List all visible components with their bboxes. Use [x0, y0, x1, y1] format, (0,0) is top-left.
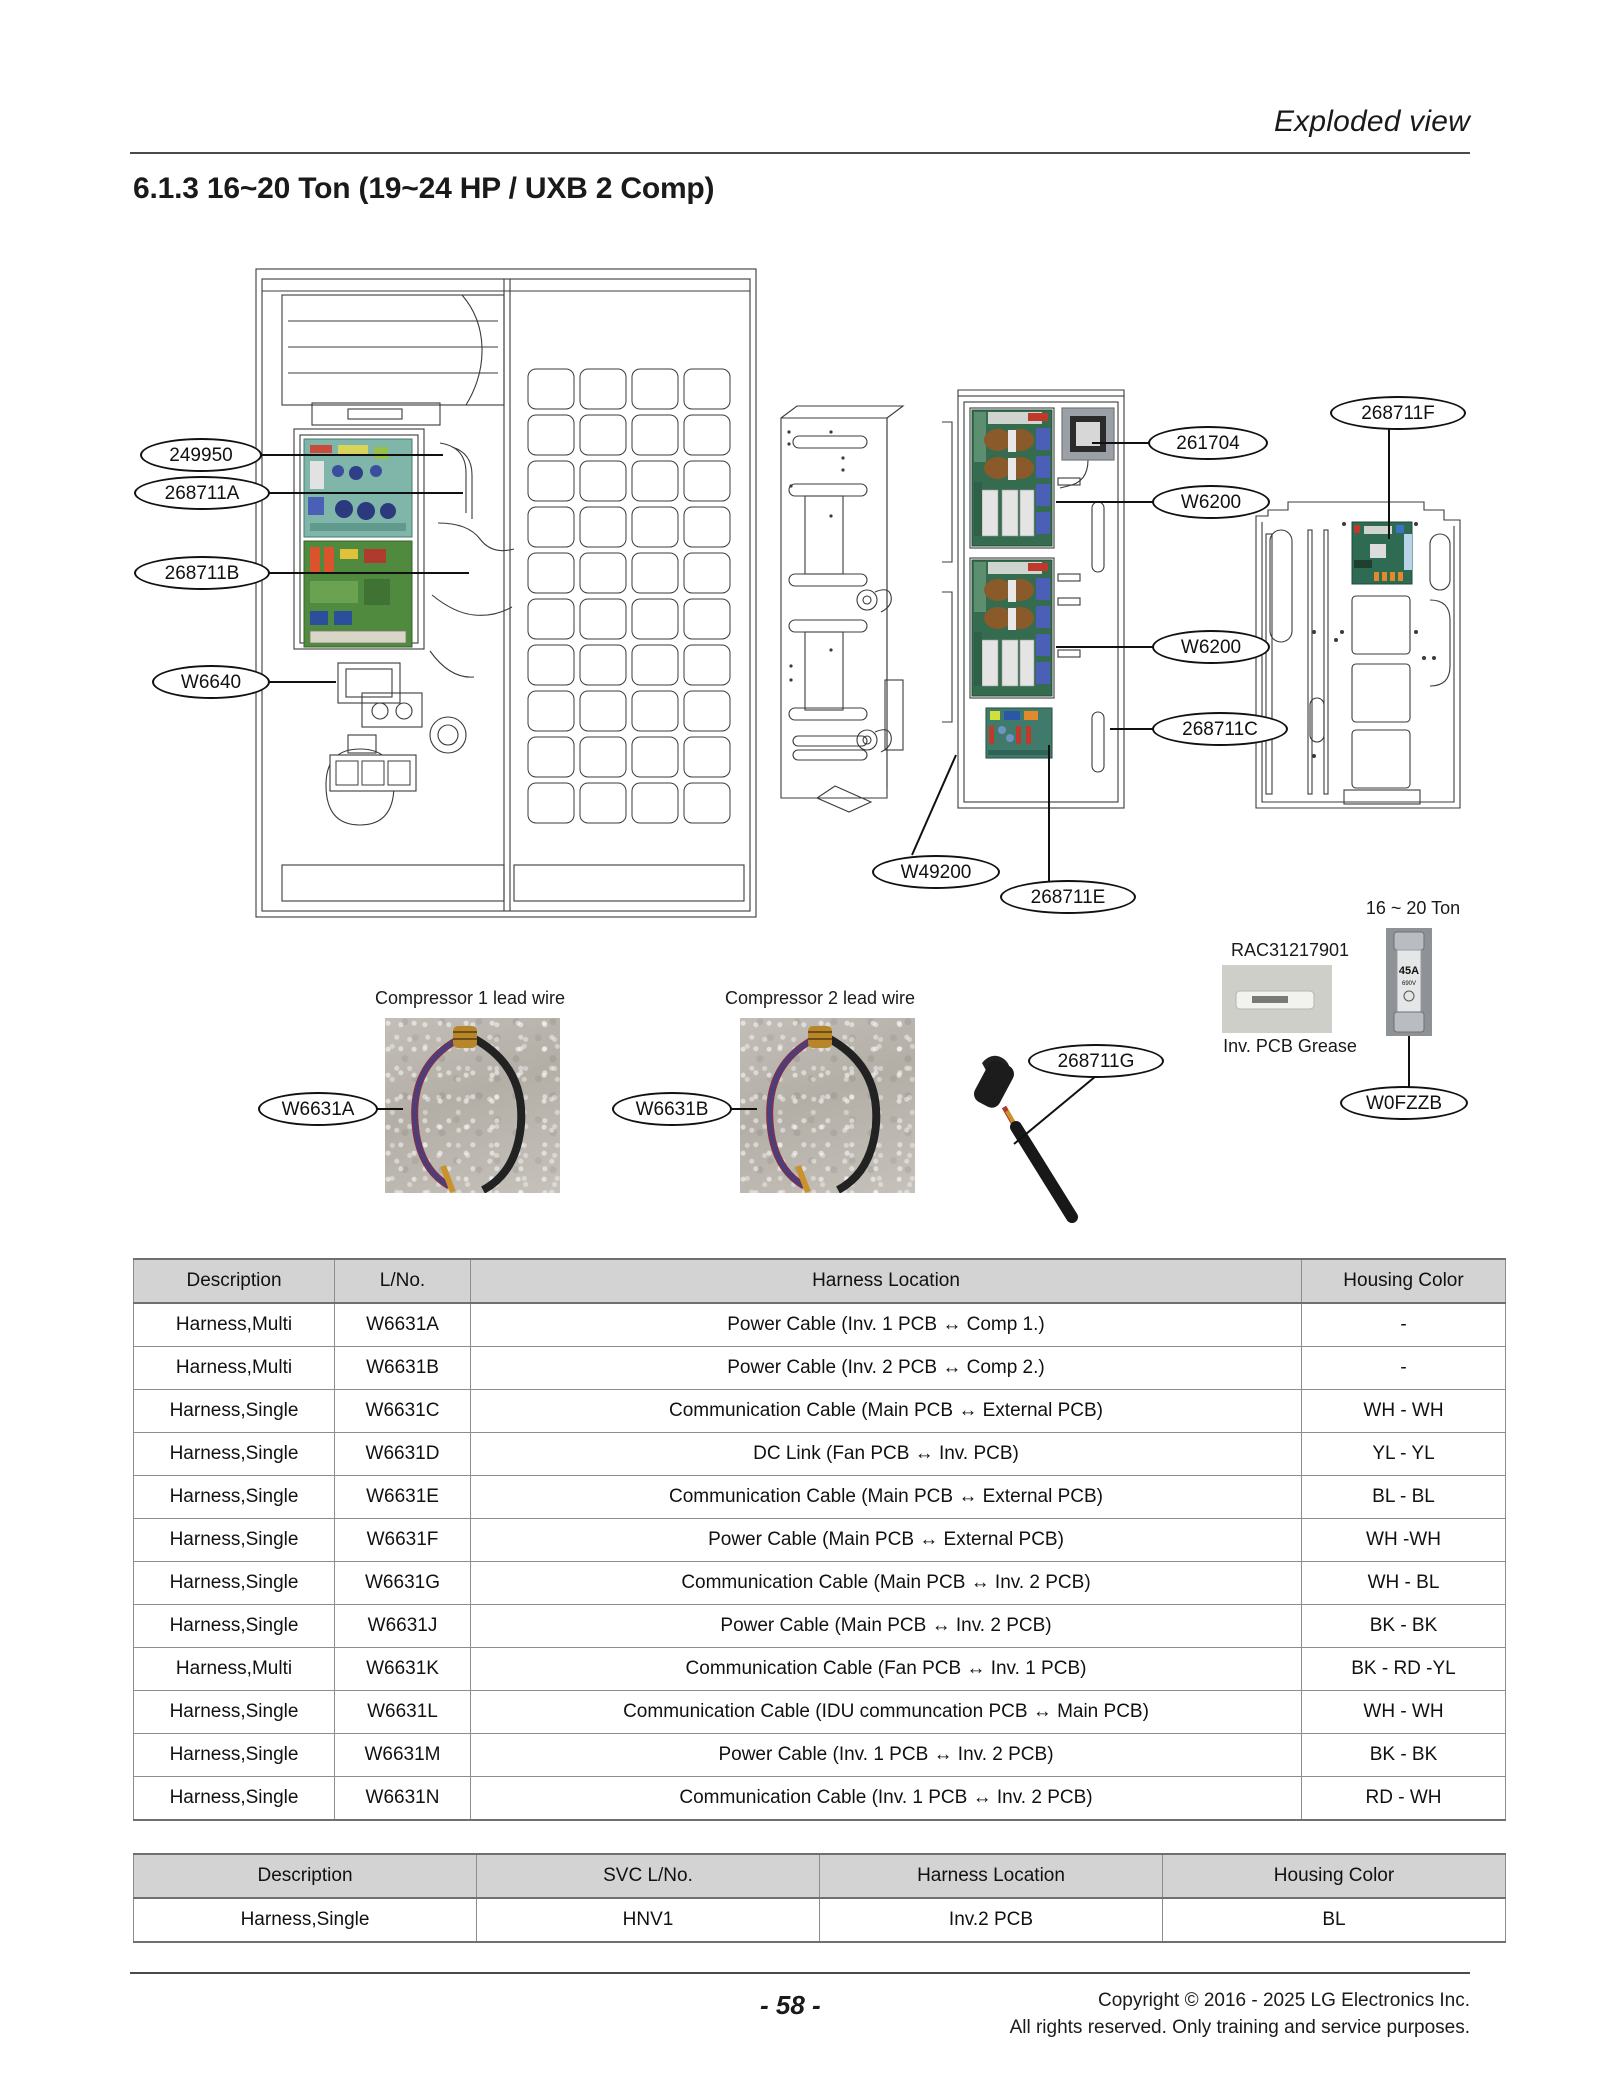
rear-bracket-plate-view	[1248, 472, 1468, 820]
cell-color: BK - BK	[1302, 1734, 1506, 1777]
grease-caption: Inv. PCB Grease	[1223, 1036, 1357, 1056]
cell-location: Communication Cable (Main PCB ↔ External PCB)	[471, 1476, 1302, 1519]
callout-label: 268711F	[1361, 402, 1435, 424]
callout-W6200-upper[interactable]	[1152, 485, 1270, 519]
leader-268711A	[269, 492, 463, 494]
callout-268711B[interactable]	[134, 556, 270, 590]
table-row	[134, 1777, 1506, 1821]
table-row	[134, 1605, 1506, 1648]
cell-description: Harness,Multi	[134, 1347, 335, 1390]
cell-location: Communication Cable (Inv. 1 PCB ↔ Inv. 2 PCB)	[471, 1777, 1302, 1821]
svg-text:690V: 690V	[1401, 981, 1417, 987]
svc-harness-table	[133, 1853, 1506, 1943]
table-row	[134, 1898, 1506, 1942]
inverter-pcb-stack-1	[972, 410, 1052, 546]
callout-label: 268711C	[1182, 718, 1258, 740]
svg-text:45A: 45A	[1398, 965, 1420, 977]
callout-label: 268711E	[1030, 886, 1106, 908]
cell-description: Harness,Single	[134, 1734, 335, 1777]
callout-268711G[interactable]	[1028, 1044, 1164, 1078]
cell-lno: W6631B	[335, 1347, 471, 1390]
table-row	[134, 1734, 1506, 1777]
table-row	[134, 1476, 1506, 1519]
callout-label: W49200	[900, 861, 972, 883]
cell-lno: W6631C	[335, 1390, 471, 1433]
cell-description: Harness,Single	[134, 1562, 335, 1605]
cell-description: Harness,Single	[134, 1777, 335, 1821]
leader-268711C	[1110, 728, 1154, 730]
cell-color: WH - BL	[1302, 1562, 1506, 1605]
cell-description: Harness,Single	[134, 1691, 335, 1734]
callout-W6631B[interactable]	[612, 1092, 732, 1126]
cell-lno: W6631M	[335, 1734, 471, 1777]
cell-description: Harness,Single	[134, 1476, 335, 1519]
callout-label: 249950	[169, 444, 233, 466]
cell-lno: W6631J	[335, 1605, 471, 1648]
cell-color: -	[1302, 1303, 1506, 1347]
cell-color: BL	[1163, 1898, 1506, 1942]
cell-svc-lno: HNV1	[477, 1898, 820, 1942]
header-divider	[130, 152, 1470, 154]
table-row	[134, 1303, 1506, 1347]
page-title: 6.1.3 16~20 Ton (19~24 HP / UXB 2 Comp)	[133, 172, 715, 205]
running-head: Exploded view	[1273, 105, 1470, 138]
inv-pcb-grease-photo	[1222, 965, 1332, 1033]
compressor-2-caption: Compressor 2 lead wire	[724, 988, 916, 1008]
outdoor-unit-front-view	[252, 265, 762, 925]
copyright-block	[1010, 1988, 1470, 2042]
compressor-1-lead-wire-photo	[385, 1018, 560, 1193]
leader-W49200	[900, 755, 960, 860]
callout-W6631A[interactable]	[258, 1092, 378, 1126]
col-lno: L/No.	[335, 1259, 471, 1303]
table-row	[134, 1562, 1506, 1605]
cell-description: Harness,Multi	[134, 1303, 335, 1347]
col-harness-location: Harness Location	[820, 1854, 1163, 1898]
compressor-2-lead-wire-photo	[740, 1018, 915, 1193]
cell-location: Power Cable (Main PCB ↔ External PCB)	[471, 1519, 1302, 1562]
leader-261704	[1092, 442, 1150, 444]
callout-label: 261704	[1176, 432, 1240, 454]
cell-color: YL - YL	[1302, 1433, 1506, 1476]
cell-color: BK - BK	[1302, 1605, 1506, 1648]
cell-location: Communication Cable (IDU communcation PCB ↔ Main PCB)	[471, 1691, 1302, 1734]
leader-W6640	[269, 681, 336, 683]
cell-color: WH - WH	[1302, 1691, 1506, 1734]
callout-268711F[interactable]	[1330, 396, 1466, 430]
cell-location: Power Cable (Inv. 1 PCB ↔ Inv. 2 PCB)	[471, 1734, 1302, 1777]
leader-249950	[261, 454, 443, 456]
leader-W6200-upper	[1056, 501, 1154, 503]
col-description: Description	[134, 1259, 335, 1303]
cell-location: Communication Cable (Main PCB ↔ Inv. 2 PCB)	[471, 1562, 1302, 1605]
callout-label: W6631B	[635, 1098, 709, 1120]
fuse-photo	[1386, 928, 1432, 1036]
leader-W6631A	[377, 1108, 403, 1110]
cell-location: Power Cable (Main PCB ↔ Inv. 2 PCB)	[471, 1605, 1302, 1648]
table-row	[134, 1390, 1506, 1433]
grease-part-number: RAC31217901	[1230, 940, 1350, 960]
cell-description: Harness,Single	[134, 1390, 335, 1433]
leader-W0FZZB	[1408, 1036, 1410, 1088]
callout-268711E[interactable]	[1000, 880, 1136, 914]
cell-color: WH -WH	[1302, 1519, 1506, 1562]
table-row	[134, 1433, 1506, 1476]
cell-color: WH - WH	[1302, 1390, 1506, 1433]
compressor-1-caption: Compressor 1 lead wire	[374, 988, 566, 1008]
cell-color: BL - BL	[1302, 1476, 1506, 1519]
cell-location: Power Cable (Inv. 2 PCB ↔ Comp 2.)	[471, 1347, 1302, 1390]
callout-W0FZZB[interactable]	[1340, 1086, 1468, 1120]
table-header-row	[134, 1259, 1506, 1303]
leader-268711E	[1048, 745, 1050, 881]
table-header-row	[134, 1854, 1506, 1898]
cell-lno: W6631F	[335, 1519, 471, 1562]
fuse-tonnage-caption: 16 ~ 20 Ton	[1365, 898, 1461, 918]
callout-label: W0FZZB	[1366, 1092, 1442, 1114]
callout-W6640[interactable]	[152, 665, 270, 699]
cell-lno: W6631D	[335, 1433, 471, 1476]
pcb-inverter-2	[304, 541, 412, 647]
callout-W6200-lower[interactable]	[1152, 630, 1270, 664]
leader-268711G	[1010, 1076, 1100, 1148]
cell-description: Harness,Multi	[134, 1648, 335, 1691]
copyright-line-1: Copyright © 2016 - 2025 LG Electronics Inc.	[1097, 1990, 1470, 2011]
callout-label: W6200	[1180, 636, 1242, 658]
table-row	[134, 1519, 1506, 1562]
page-number: - 58 -	[760, 1990, 821, 2020]
cell-color: RD - WH	[1302, 1777, 1506, 1821]
col-housing-color: Housing Color	[1302, 1259, 1506, 1303]
terminal-block	[330, 755, 416, 791]
cell-location: Inv.2 PCB	[820, 1898, 1163, 1942]
callout-249950[interactable]	[140, 438, 262, 472]
table-row	[134, 1648, 1506, 1691]
cell-lno: W6631G	[335, 1562, 471, 1605]
cell-lno: W6631E	[335, 1476, 471, 1519]
copyright-line-2: All rights reserved. Only training and service purposes.	[1009, 2016, 1470, 2038]
callout-label: W6200	[1180, 491, 1242, 513]
main-pcb	[986, 708, 1052, 758]
leader-268711F	[1388, 429, 1390, 539]
cell-lno: W6631A	[335, 1303, 471, 1347]
callout-268711C[interactable]	[1152, 712, 1288, 746]
cell-description: Harness,Single	[134, 1898, 477, 1942]
col-description: Description	[134, 1854, 477, 1898]
cell-location: Power Cable (Inv. 1 PCB ↔ Comp 1.)	[471, 1303, 1302, 1347]
col-svc-lno: SVC L/No.	[477, 1854, 820, 1898]
cell-description: Harness,Single	[134, 1433, 335, 1476]
table-row	[134, 1347, 1506, 1390]
leader-W6631B	[731, 1108, 757, 1110]
cell-lno: W6631K	[335, 1648, 471, 1691]
callout-label: 268711G	[1057, 1050, 1135, 1072]
callout-label: W6631A	[281, 1098, 355, 1120]
cell-color: -	[1302, 1347, 1506, 1390]
cell-lno: W6631L	[335, 1691, 471, 1734]
leader-W6200-lower	[1056, 646, 1154, 648]
table-row	[134, 1691, 1506, 1734]
external-pcb	[1352, 522, 1412, 584]
cell-lno: W6631N	[335, 1777, 471, 1821]
cell-color: BK - RD -YL	[1302, 1648, 1506, 1691]
leader-268711B	[269, 572, 469, 574]
cell-location: Communication Cable (Fan PCB ↔ Inv. 1 PCB)	[471, 1648, 1302, 1691]
callout-label: 268711B	[164, 562, 240, 584]
cell-description: Harness,Single	[134, 1519, 335, 1562]
inverter-pcb-stack-2	[972, 560, 1052, 696]
cell-location: DC Link (Fan PCB ↔ Inv. PCB)	[471, 1433, 1302, 1476]
control-box-assembly-view	[942, 382, 1138, 832]
reactor-module	[1062, 408, 1114, 460]
callout-label: W6640	[180, 671, 242, 693]
cell-description: Harness,Single	[134, 1605, 335, 1648]
callout-261704[interactable]	[1148, 426, 1268, 460]
col-housing-color: Housing Color	[1163, 1854, 1506, 1898]
cell-location: Communication Cable (Main PCB ↔ External PCB)	[471, 1390, 1302, 1433]
footer-divider	[130, 1972, 1470, 1974]
callout-W49200[interactable]	[872, 855, 1000, 889]
callout-268711A[interactable]	[134, 476, 270, 510]
callout-label: 268711A	[164, 482, 240, 504]
col-harness-location: Harness Location	[471, 1259, 1302, 1303]
harness-table	[133, 1258, 1506, 1821]
